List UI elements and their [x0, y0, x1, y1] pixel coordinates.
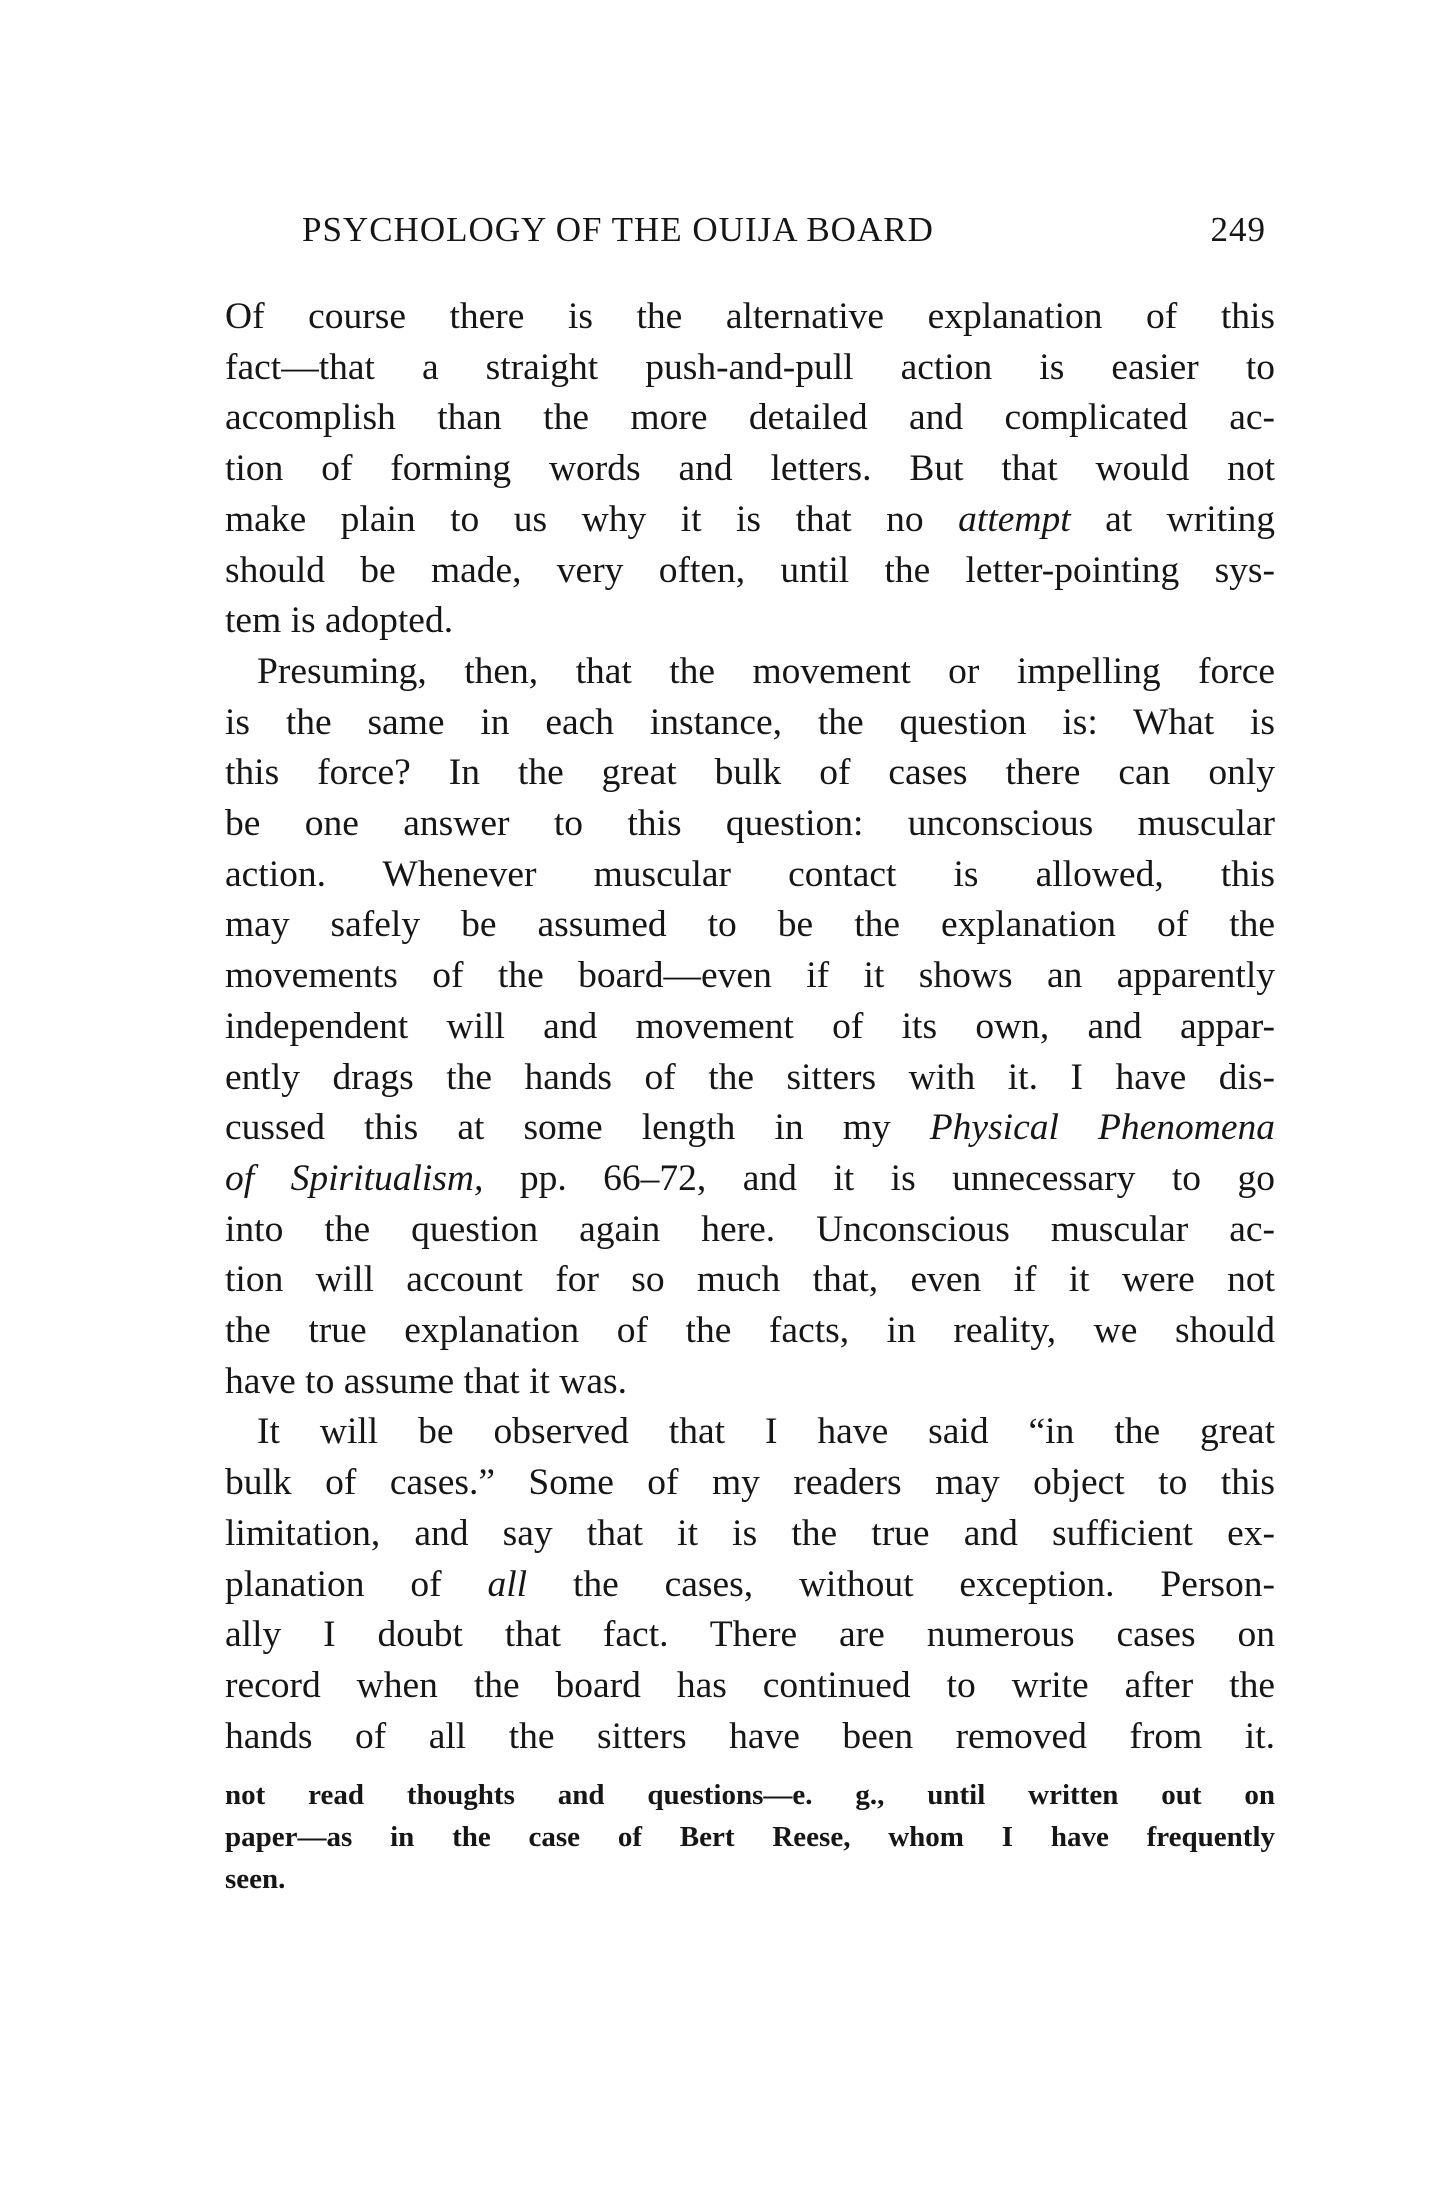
- text-segment: movements of the board—even if it shows an apparently: [225, 955, 1275, 997]
- text-segment: fact—that a straight push-and-pull action is easier to: [225, 346, 1275, 388]
- text-segment: independent will and movement of its own, and appar-: [225, 1005, 1275, 1047]
- text-line: [225, 343, 1275, 393]
- text-line: [225, 444, 1275, 494]
- text-segment: the cases, without exception. Person-: [527, 1563, 1275, 1605]
- page-number: 249: [1210, 210, 1266, 249]
- text-segment: It will be observed that I have said “in the great: [257, 1411, 1275, 1453]
- text-line: [225, 850, 1275, 900]
- text-segment: limitation, and say that it is the true and sufficient ex-: [225, 1512, 1275, 1554]
- text-segment: Presuming, then, that the movement or impelling force: [257, 650, 1275, 692]
- text-segment: cussed this at some length in my: [225, 1107, 930, 1149]
- text-segment: pp. 66–72, and it is unnecessary to go: [483, 1157, 1275, 1199]
- text-segment: tion of forming words and letters. But that would not: [225, 448, 1275, 490]
- text-segment: record when the board has continued to write after the: [225, 1664, 1275, 1706]
- text-segment: tem is adopted.: [225, 600, 454, 642]
- text-line: [225, 748, 1275, 798]
- text-segment: have to assume that it was.: [225, 1360, 627, 1402]
- text-line: [225, 1154, 1275, 1204]
- footnote-line: paper—as in the case of Bert Reese, whom I have frequently: [225, 1821, 1275, 1853]
- text-segment: hands of all the sitters have been removed from it.: [225, 1715, 1275, 1757]
- text-line: [225, 1255, 1275, 1305]
- text-line: [225, 1712, 1275, 1762]
- text-line: [225, 1205, 1275, 1255]
- text-segment: ently drags the hands of the sitters with it. I have dis-: [225, 1056, 1275, 1098]
- running-header: [302, 208, 1266, 252]
- text-line: [225, 1357, 1275, 1407]
- text-segment: accomplish than the more detailed and complicated ac-: [225, 397, 1275, 439]
- text-segment: ally I doubt that fact. There are numerous cases on: [225, 1614, 1275, 1656]
- text-segment: Of course there is the alternative explanation of this: [225, 296, 1275, 337]
- text-line: [225, 1002, 1275, 1052]
- running-title: PSYCHOLOGY OF THE OUIJA BOARD: [302, 210, 934, 249]
- italic-text: attempt: [958, 498, 1071, 540]
- text-line: [225, 393, 1275, 443]
- text-segment: should be made, very often, until the letter-pointing sys-: [225, 549, 1275, 591]
- text-line: [225, 1560, 1275, 1610]
- text-line: [225, 1053, 1275, 1103]
- text-line: [225, 951, 1275, 1001]
- text-segment: bulk of cases.” Some of my readers may object to this: [225, 1462, 1275, 1504]
- text-line: [225, 1509, 1275, 1559]
- text-segment: planation of: [225, 1563, 488, 1605]
- text-segment: may safely be assumed to be the explanation of the: [225, 904, 1275, 946]
- text-line: [225, 1458, 1275, 1508]
- text-line: [225, 698, 1275, 748]
- text-segment: is the same in each instance, the question is: What is: [225, 701, 1275, 743]
- italic-text: of Spiritualism,: [225, 1157, 484, 1199]
- text-line: [257, 647, 1275, 697]
- text-line: [225, 900, 1275, 950]
- text-segment: action. Whenever muscular contact is allowed, this: [225, 853, 1275, 895]
- text-line: [225, 799, 1275, 849]
- text-segment: make plain to us why it is that no: [225, 498, 959, 540]
- text-segment: at writing: [1070, 498, 1275, 540]
- italic-text: Physical Phenomena: [929, 1107, 1275, 1149]
- text-segment: into the question again here. Unconscious muscular ac-: [225, 1208, 1275, 1250]
- text-line: [225, 546, 1275, 596]
- italic-text: all: [487, 1563, 528, 1605]
- text-line: [225, 596, 1275, 646]
- text-line: [225, 292, 1275, 342]
- text-line: [225, 495, 1275, 545]
- footnote-line: seen.: [225, 1863, 286, 1895]
- footnote-line: not read thoughts and questions—e. g., until written out on: [225, 1779, 1275, 1811]
- text-segment: the true explanation of the facts, in reality, we should: [225, 1310, 1275, 1351]
- text-line: [257, 1407, 1275, 1457]
- text-segment: this force? In the great bulk of cases there can only: [225, 752, 1275, 794]
- text-segment: tion will account for so much that, even if it were not: [225, 1259, 1275, 1301]
- text-line: [225, 1103, 1275, 1153]
- text-line: [225, 1610, 1275, 1660]
- text-line: [225, 1306, 1275, 1356]
- text-segment: be one answer to this question: unconscious muscular: [225, 803, 1275, 844]
- text-line: [225, 1661, 1275, 1711]
